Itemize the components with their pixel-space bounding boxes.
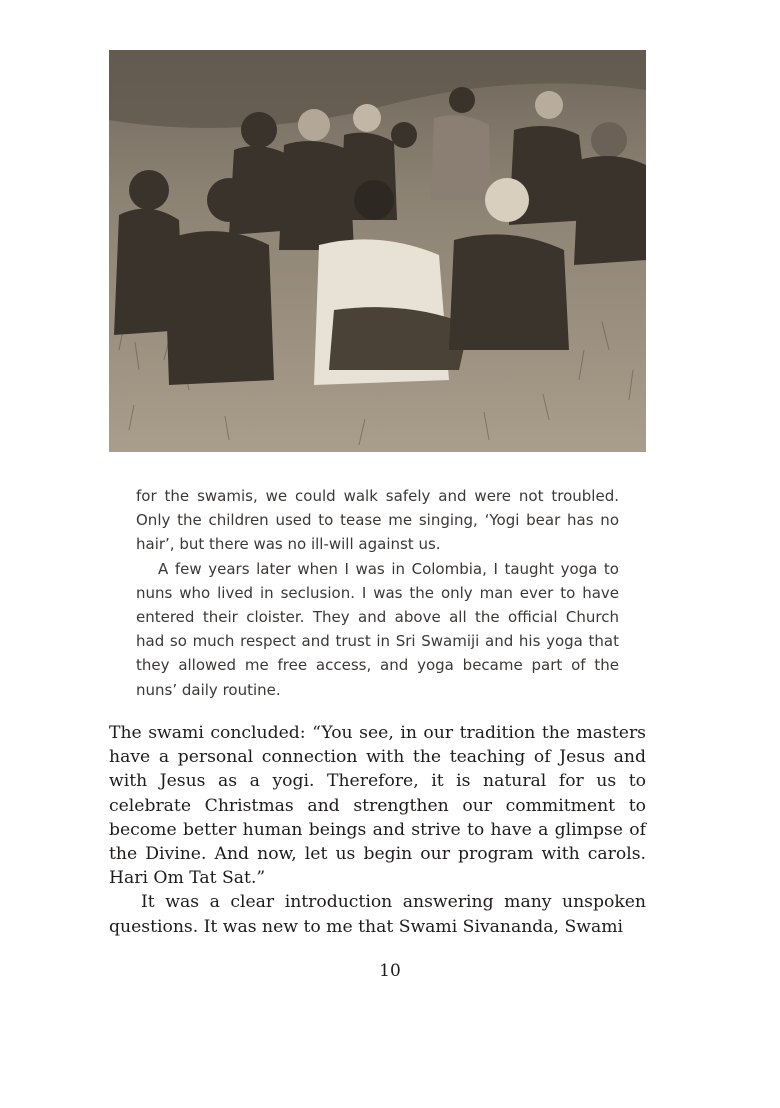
quote-paragraph: for the swamis, we could walk safely and were not troubled. Only the children used to tease me singing, ‘Yogi bear has no hair’, but there was no ill-will against us. bbox=[136, 487, 619, 554]
body-paragraph: The swami concluded: “You see, in our tradition the masters have a personal connection with the teaching of Jesus and with Jesus as a yogi. Therefore, it is natural for us to celebrate Christmas and strengthen our commitment to become better human beings and strive to have a glimpse of the Divine. And now, let us begin our program with carols. Hari Om Tat Sat.” bbox=[109, 723, 646, 889]
quote-paragraph: A few years later when I was in Colombia, I taught yoga to nuns who lived in seclusion. I was the only man ever to have entered their cloister. They and above all the official Church had so much respect and trust in Sri Swamiji and his yoga that they allowed me free access, and yoga became part of the nuns’ daily routine. bbox=[136, 559, 619, 699]
page-number: 10 bbox=[379, 961, 401, 981]
body-text bbox=[109, 721, 646, 939]
indented-quote bbox=[136, 484, 619, 702]
photo-illustration bbox=[109, 50, 646, 452]
group-photo bbox=[109, 50, 646, 452]
body-paragraph: It was a clear introduction answering many unspoken questions. It was new to me that Swami Sivananda, Swami bbox=[109, 892, 646, 937]
